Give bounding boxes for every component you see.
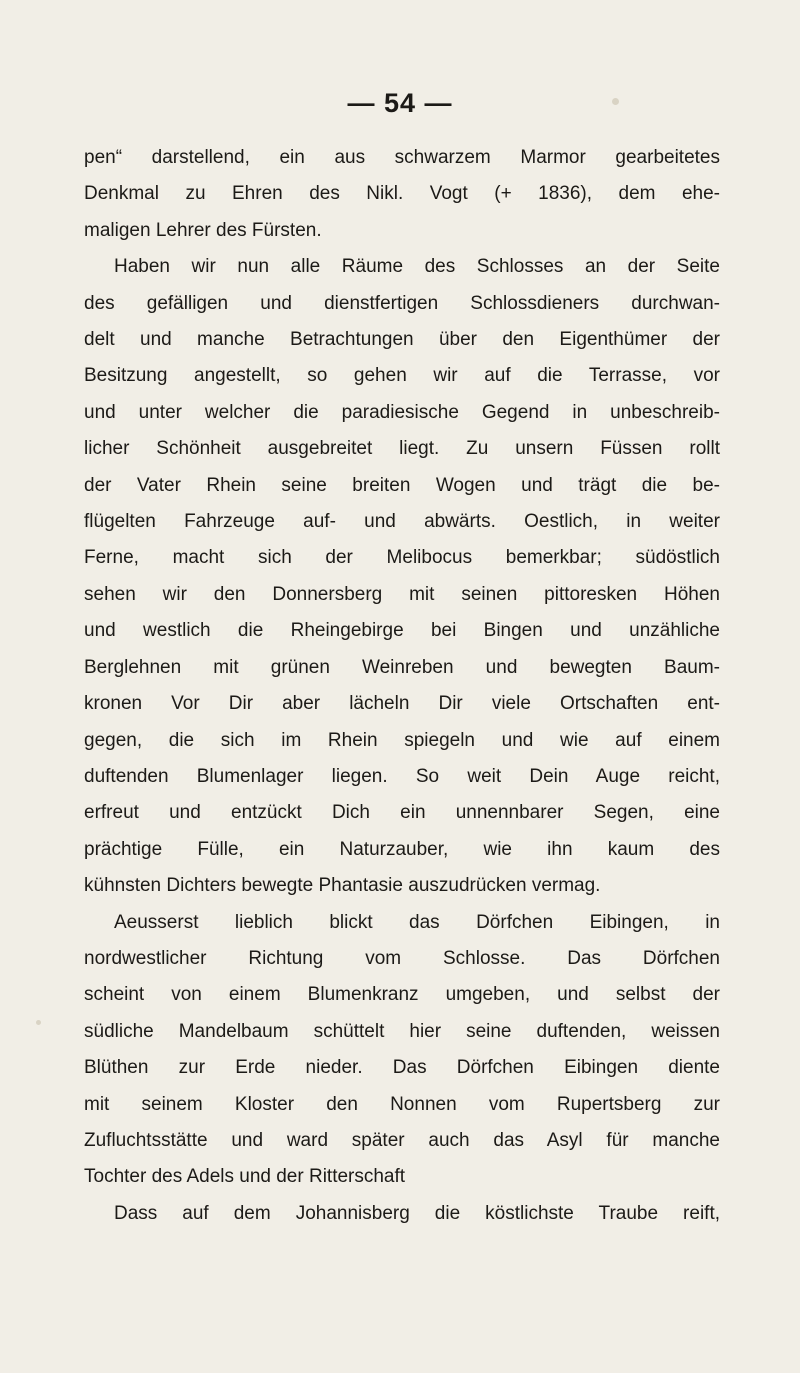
- text-line: kühnsten Dichters bewegte Phantasie auszudrücken vermag.: [84, 875, 601, 897]
- paper-blemish: [36, 1020, 41, 1025]
- text-line: pen“ darstellend, ein aus schwarzem Marmor gearbeitetes: [84, 147, 720, 168]
- text-line: prächtige Fülle, ein Naturzauber, wie ihn kaum des: [84, 838, 720, 860]
- text-line: kronen Vor Dir aber lächeln Dir viele Ortschaften ent-: [84, 693, 720, 715]
- text-line: und unter welcher die paradiesische Gegend in unbeschreib-: [84, 401, 720, 423]
- text-line: Berglehnen mit grünen Weinreben und bewegten Baum-: [84, 656, 720, 678]
- text-line: duftenden Blumenlager liegen. So weit Dein Auge reicht,: [84, 765, 720, 787]
- text-line: scheint von einem Blumenkranz umgeben, und selbst der: [84, 984, 720, 1006]
- text-line: des gefälligen und dienstfertigen Schlossdieners durchwan-: [84, 292, 720, 314]
- text-line: der Vater Rhein seine breiten Wogen und trägt die be-: [84, 474, 720, 496]
- text-line: sehen wir den Donnersberg mit seinen pittoresken Höhen: [84, 583, 720, 605]
- text-line: flügelten Fahrzeuge auf- und abwärts. Oestlich, in weiter: [84, 511, 720, 533]
- text-line: Ferne, macht sich der Melibocus bemerkbar; südöstlich: [84, 547, 720, 569]
- body-text: [84, 140, 720, 1232]
- text-line: Zufluchtsstätte und ward später auch das Asyl für manche: [84, 1129, 720, 1151]
- page-number: — 54 —: [347, 88, 453, 118]
- text-line: gegen, die sich im Rhein spiegeln und wie auf einem: [84, 729, 720, 751]
- text-line: Tochter des Adels und der Ritterschaft: [84, 1166, 406, 1188]
- text-line: südliche Mandelbaum schüttelt hier seine duftenden, weissen: [84, 1020, 720, 1042]
- text-line: mit seinem Kloster den Nonnen vom Rupertsberg zur: [84, 1093, 720, 1115]
- text-line: maligen Lehrer des Fürsten.: [84, 219, 322, 241]
- text-line: Dass auf dem Johannisberg die köstlichste Traube reift,: [114, 1202, 720, 1224]
- text-line: delt und manche Betrachtungen über den Eigenthümer der: [84, 329, 720, 351]
- text-line: und westlich die Rheingebirge bei Bingen und unzähliche: [84, 620, 720, 642]
- text-line: erfreut und entzückt Dich ein unnennbarer Segen, eine: [84, 802, 720, 824]
- text-line: Haben wir nun alle Räume des Schlosses an der Seite: [114, 256, 720, 278]
- text-line: Aeusserst lieblich blickt das Dörfchen Eibingen, in: [114, 911, 720, 933]
- text-line: Blüthen zur Erde nieder. Das Dörfchen Eibingen diente: [84, 1057, 720, 1079]
- text-line: licher Schönheit ausgebreitet liegt. Zu unsern Füssen rollt: [84, 438, 720, 460]
- text-line: Besitzung angestellt, so gehen wir auf die Terrasse, vor: [84, 365, 720, 387]
- text-line: nordwestlicher Richtung vom Schlosse. Das Dörfchen: [84, 947, 720, 969]
- text-line: Denkmal zu Ehren des Nikl. Vogt (+ 1836), dem ehe-: [84, 183, 720, 205]
